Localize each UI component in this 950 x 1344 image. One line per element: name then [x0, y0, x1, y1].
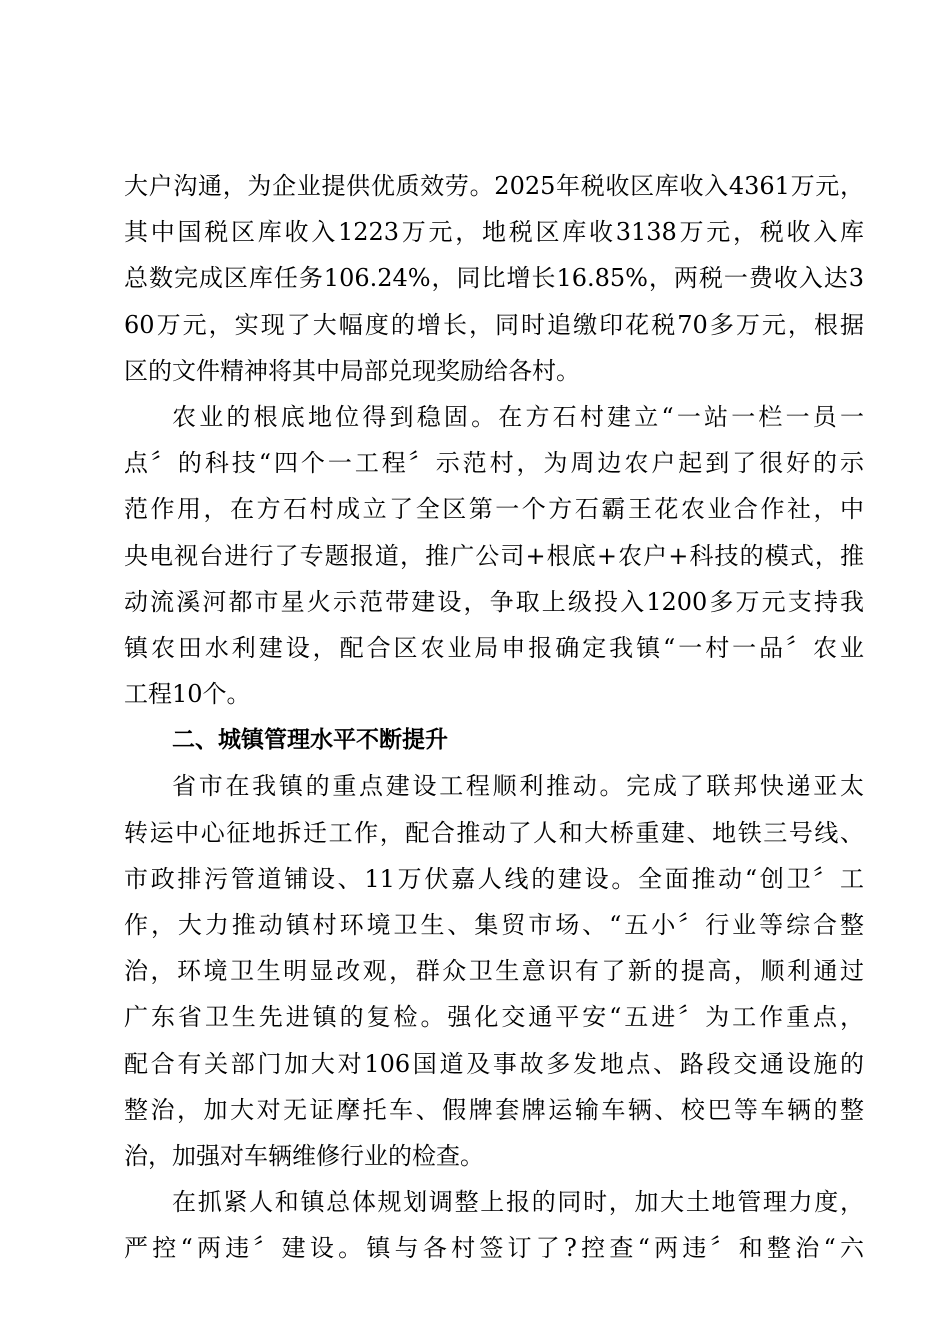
text-line: 配合有关部门加大对106国道及事故多发地点、路段交通设施的 — [124, 1049, 864, 1078]
text-line: 市政排污管道铺设、11万伏嘉人线的建设。全面推动“创卫〞工 — [124, 864, 864, 893]
document-body — [124, 163, 864, 1272]
text-line: 央电视台进行了专题报道，推广公司+根底+农户+科技的模式，推 — [124, 541, 864, 570]
text-line: 作，大力推动镇村环境卫生、集贸市场、“五小〞行业等综合整 — [124, 911, 864, 939]
text-line: 大户沟通，为企业提供优质效劳。2025年税收区库收入4361万元， — [124, 172, 864, 200]
section-heading: 二、城镇管理水平不断提升 — [172, 727, 448, 754]
text-line: 60万元，实现了大幅度的增长，同时追缴印花税70多万元，根据 — [124, 310, 864, 339]
text-line: 转运中心征地拆迁工作，配合推动了人和大桥重建、地铁三号线、 — [124, 818, 864, 847]
text-line: 治，加强对车辆维修行业的检查。 — [124, 1141, 484, 1170]
text-line: 严控“两违〞建设。镇与各村签订了?控查“两违〞和整治“六 — [124, 1234, 864, 1263]
paragraph-first-line: 在抓紧人和镇总体规划调整上报的同时，加大土地管理力度， — [172, 1188, 864, 1217]
text-line: 其中国税区库收入1223万元，地税区库收3138万元，税收入库 — [124, 218, 864, 247]
paragraph-first-line: 省市在我镇的重点建设工程顺利推动。完成了联邦快递亚太 — [172, 772, 864, 801]
text-line: 动流溪河都市星火示范带建设，争取上级投入1200多万元支持我 — [124, 587, 864, 616]
text-line: 镇农田水利建设，配合区农业局申报确定我镇“一村一品〞农业 — [124, 633, 864, 662]
text-line: 广东省卫生先进镇的复检。强化交通平安“五进〞为工作重点， — [124, 1003, 864, 1032]
text-line: 范作用，在方石村成立了全区第一个方石霸王花农业合作社，中 — [124, 495, 864, 524]
text-line: 点〞的科技“四个一工程〞示范村，为周边农户起到了很好的示 — [124, 449, 864, 478]
paragraph-first-line: 农业的根底地位得到稳固。在方石村建立“一站一栏一员一 — [172, 402, 864, 431]
text-line: 工程10个。 — [124, 680, 251, 709]
text-line: 治，环境卫生明显改观，群众卫生意识有了新的提高，顺利通过 — [124, 957, 864, 986]
text-line: 整治，加大对无证摩托车、假牌套牌运输车辆、校巴等车辆的整 — [124, 1095, 864, 1124]
text-line: 总数完成区库任务106.24%，同比增长16.85%，两税一费收入达3 — [124, 264, 864, 293]
text-line: 区的文件精神将其中局部兑现奖励给各村。 — [124, 356, 580, 385]
